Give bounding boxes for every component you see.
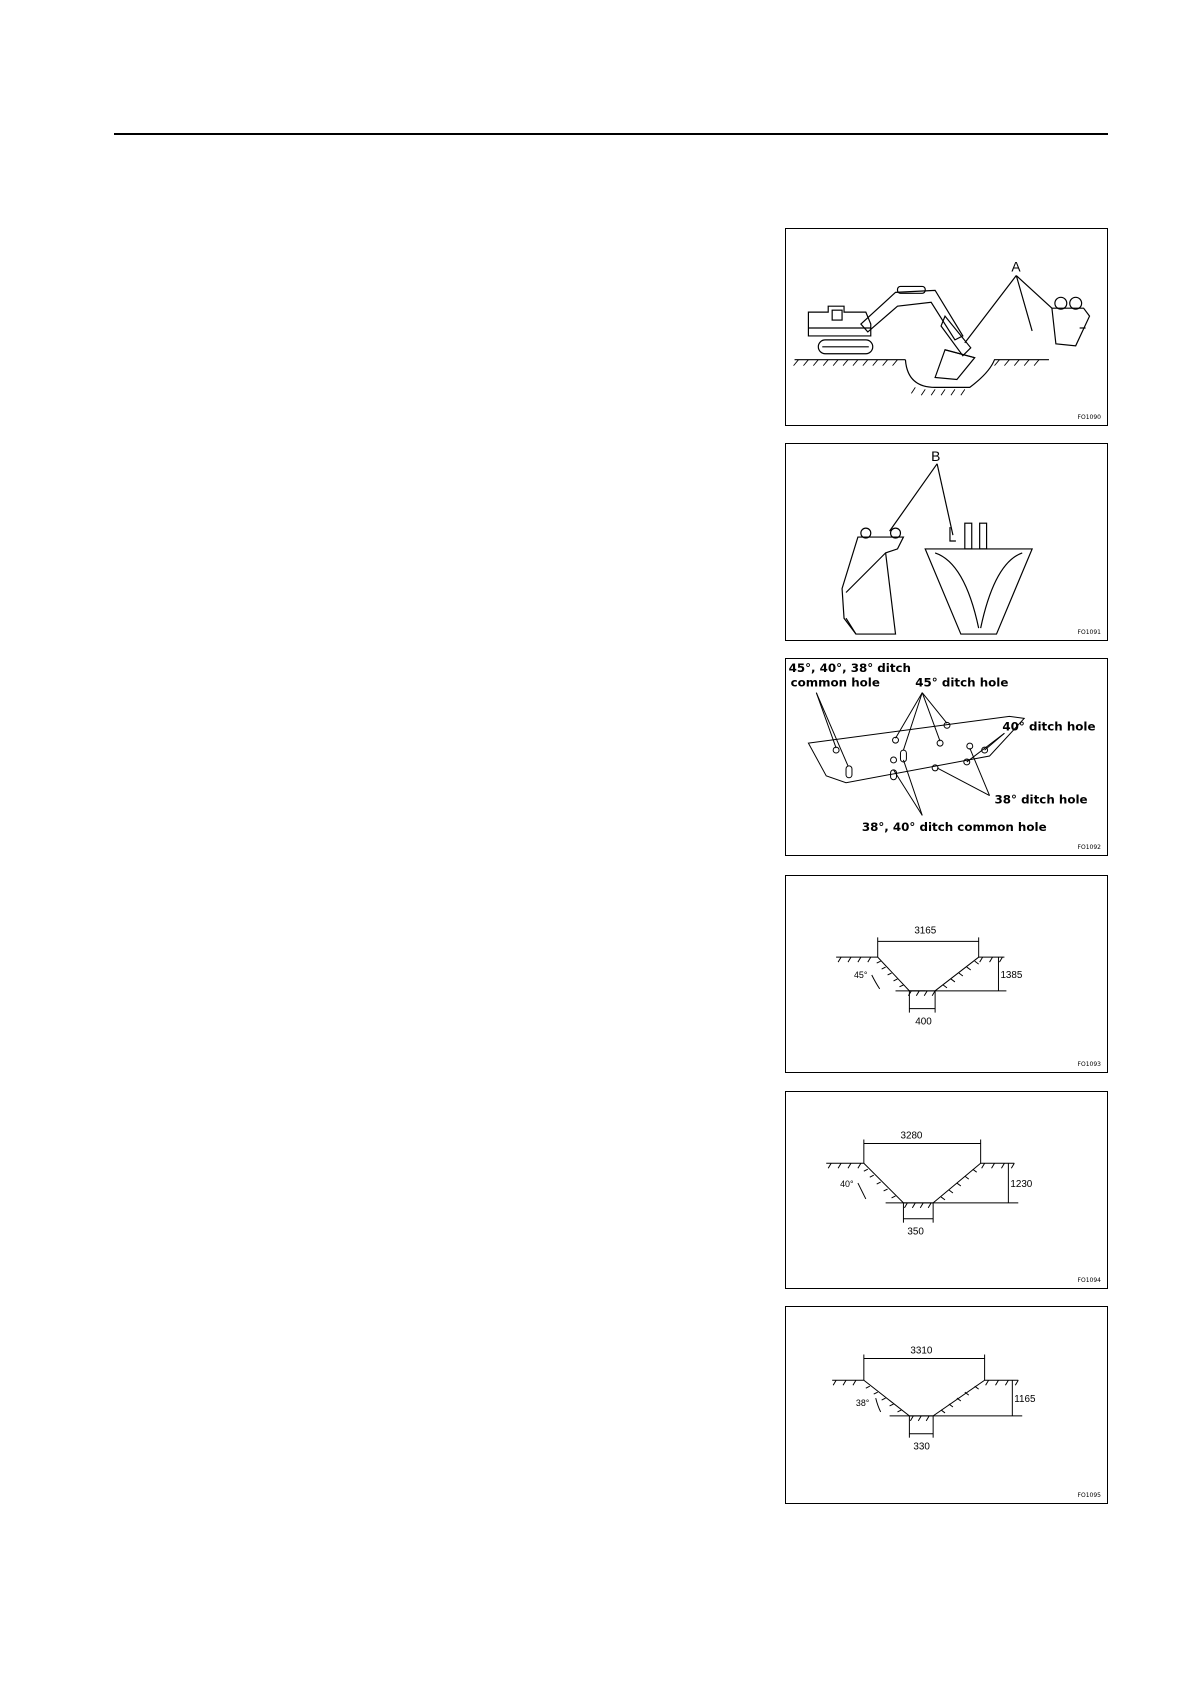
label-38-hole: 38° ditch hole [994, 792, 1088, 807]
figure-ditch-holes [785, 658, 1108, 856]
top-width: 3310 [910, 1345, 933, 1357]
label-40-hole: 40° ditch hole [1002, 719, 1096, 734]
ditch-profile-40 [786, 1092, 1107, 1288]
figure-ditch-40 [785, 1091, 1108, 1289]
label-common-all-line1: 45°, 40°, 38° ditch [788, 660, 912, 675]
bottom-width: 400 [915, 1016, 932, 1028]
label-common-all-line2: common hole [790, 675, 880, 690]
figure-code: FO1094 [1077, 1277, 1101, 1284]
figure-code: FO1092 [1077, 844, 1101, 851]
bottom-width: 330 [913, 1441, 930, 1453]
label-common-38-40: 38°, 40° ditch common hole [861, 820, 1047, 835]
callout-a: A [1011, 258, 1021, 275]
excavator-illustration [786, 229, 1107, 425]
figure-excavator-ditch [785, 228, 1108, 426]
depth: 1385 [1000, 969, 1023, 981]
figure-ditch-45 [785, 875, 1108, 1073]
figure-code: FO1093 [1077, 1061, 1101, 1068]
figure-ditch-38 [785, 1306, 1108, 1504]
hole-positions-diagram [786, 659, 1107, 855]
top-width: 3280 [900, 1130, 923, 1142]
header-rule [114, 133, 1108, 135]
bucket-illustration [786, 444, 1107, 640]
figure-ditch-bucket [785, 443, 1108, 641]
ditch-profile-45 [786, 876, 1107, 1072]
bottom-width: 350 [907, 1226, 924, 1238]
slope-angle: 40° [840, 1179, 854, 1190]
depth: 1165 [1014, 1394, 1036, 1406]
label-45-hole: 45° ditch hole [915, 675, 1009, 690]
figure-code: FO1091 [1077, 629, 1101, 636]
slope-angle: 38° [855, 1397, 870, 1408]
ditch-profile-38 [786, 1307, 1107, 1503]
top-width: 3165 [914, 925, 937, 937]
figure-code: FO1095 [1077, 1492, 1101, 1499]
slope-angle: 45° [853, 969, 868, 980]
figure-code: FO1090 [1077, 414, 1101, 421]
callout-b: B [931, 447, 941, 464]
depth: 1230 [1010, 1179, 1033, 1191]
